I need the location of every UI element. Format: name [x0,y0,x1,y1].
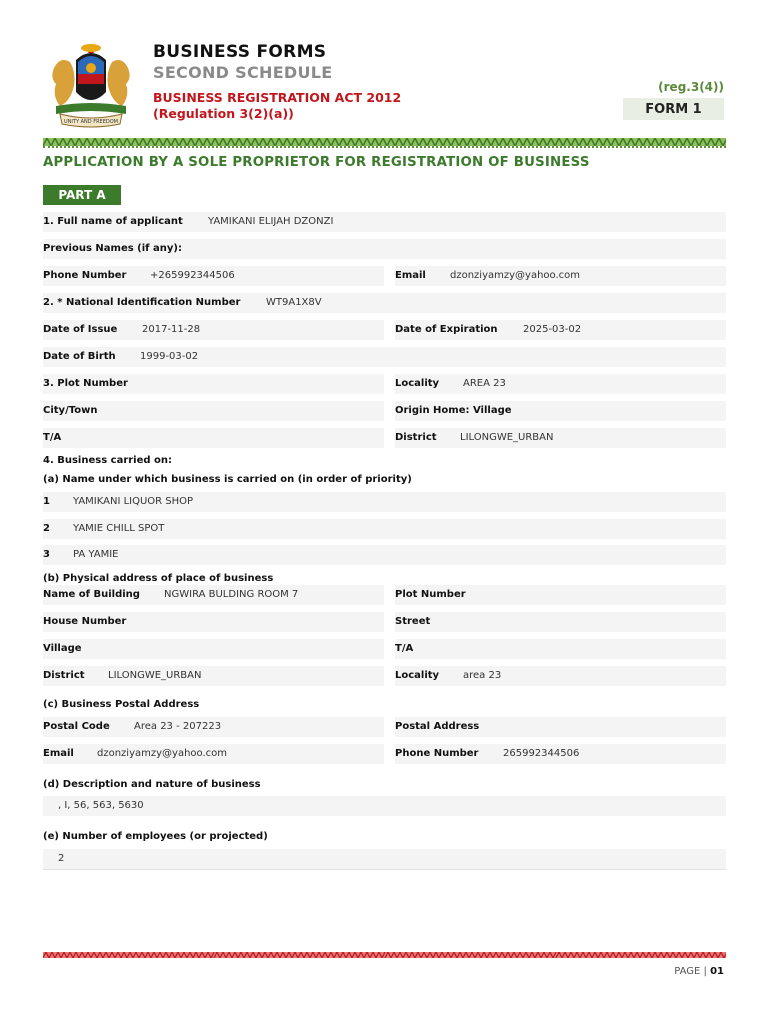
village-row [43,639,384,659]
dotted-divider [43,146,726,148]
business-name-row [43,545,726,565]
business-name-number: 1 [43,496,50,507]
business-name-number: 3 [43,549,50,560]
locality-row [395,374,726,394]
village-label: Village [43,643,82,654]
business-ta-row [395,639,726,659]
business-plot-label: Plot Number [395,589,466,600]
district-value[interactable]: LILONGWE_URBAN [460,432,554,443]
business-name-value[interactable]: YAMIKANI LIQUOR SHOP [73,496,194,507]
act-line-1: BUSINESS REGISTRATION ACT 2012 [153,90,402,105]
business-district-value[interactable]: LILONGWE_URBAN [108,670,202,681]
business-locality-value[interactable]: area 23 [463,670,502,681]
postal-address-label: Postal Address [395,721,480,732]
green-decorative-band [43,131,726,139]
locality-label: Locality [395,378,440,389]
issue-label: Date of Issue [43,324,118,335]
regulation-reference: (reg.3(4)) [658,80,724,94]
ta-label: T/A [43,432,62,443]
page-label: PAGE | [674,966,707,977]
business-email-value[interactable]: dzonziyamzy@yahoo.com [97,748,228,759]
phone-label: Phone Number [43,270,127,281]
city-label: City/Town [43,405,98,416]
business-heading: 4. Business carried on: [43,455,173,466]
phone-value[interactable]: +265992344506 [150,270,235,281]
employees-heading: (e) Number of employees (or projected) [43,831,268,842]
postal-code-label: Postal Code [43,721,110,732]
business-district-row [43,666,384,686]
building-value[interactable]: NGWIRA BULDING ROOM 7 [164,589,299,600]
nid-label: 2. * National Identification Number [43,297,241,308]
svg-text:UNITY AND FREEDOM: UNITY AND FREEDOM [64,119,118,125]
nid-value[interactable]: WT9A1X8V [266,297,322,308]
full-name-label: 1. Full name of applicant [43,216,183,227]
page-number [674,966,724,977]
form-number-badge: FORM 1 [623,98,724,120]
street-label: Street [395,616,431,627]
district-label: District [395,432,437,443]
page-num: 01 [710,966,724,977]
employees-value[interactable]: 2 [58,853,65,864]
dob-value[interactable]: 1999-03-02 [140,351,199,362]
previous-names-label: Previous Names (if any): [43,243,182,254]
business-locality-label: Locality [395,670,440,681]
business-locality-row [395,666,726,686]
business-ta-label: T/A [395,643,414,654]
red-decorative-band [43,943,726,949]
building-label: Name of Building [43,589,140,600]
header-subtitle: SECOND SCHEDULE [153,63,333,82]
business-district-label: District [43,670,85,681]
physical-address-heading: (b) Physical address of place of business [43,573,274,584]
header-title: BUSINESS FORMS [153,42,327,62]
dob-label: Date of Birth [43,351,116,362]
application-title: APPLICATION BY A SOLE PROPRIETOR FOR REGISTRATION OF BUSINESS [43,155,590,170]
postal-address-heading: (c) Business Postal Address [43,699,200,710]
postal-code-value[interactable]: Area 23 - 207223 [134,721,222,732]
act-line-2: (Regulation 3(2)(a)) [153,106,294,121]
business-email-label: Email [43,748,74,759]
full-name-value[interactable]: YAMIKANI ELIJAH DZONZI [208,216,334,227]
expiry-value[interactable]: 2025-03-02 [523,324,582,335]
ta-row [43,428,384,448]
description-value[interactable]: , I, 56, 563, 5630 [58,800,144,811]
locality-value[interactable]: AREA 23 [463,378,506,389]
act-reference [153,90,401,122]
business-name-number: 2 [43,523,50,534]
email-value[interactable]: dzonziyamzy@yahoo.com [450,270,581,281]
street-row [395,612,726,632]
description-heading: (d) Description and nature of business [43,779,261,790]
house-label: House Number [43,616,127,627]
plot-label: 3. Plot Number [43,378,128,389]
district-row [395,428,726,448]
business-names-heading: (a) Name under which business is carried on (in order of priority) [43,474,412,485]
expiry-label: Date of Expiration [395,324,498,335]
issue-value[interactable]: 2017-11-28 [142,324,201,335]
employees-row [43,849,726,870]
part-a-badge: PART A [43,185,121,205]
description-row [43,796,726,816]
business-phone-value[interactable]: 265992344506 [503,748,580,759]
coat-of-arms-icon [46,42,136,128]
email-label: Email [395,270,426,281]
business-phone-label: Phone Number [395,748,479,759]
business-name-value[interactable]: PA YAMIE [73,549,119,560]
business-name-value[interactable]: YAMIE CHILL SPOT [73,523,165,534]
origin-label: Origin Home: Village [395,405,512,416]
